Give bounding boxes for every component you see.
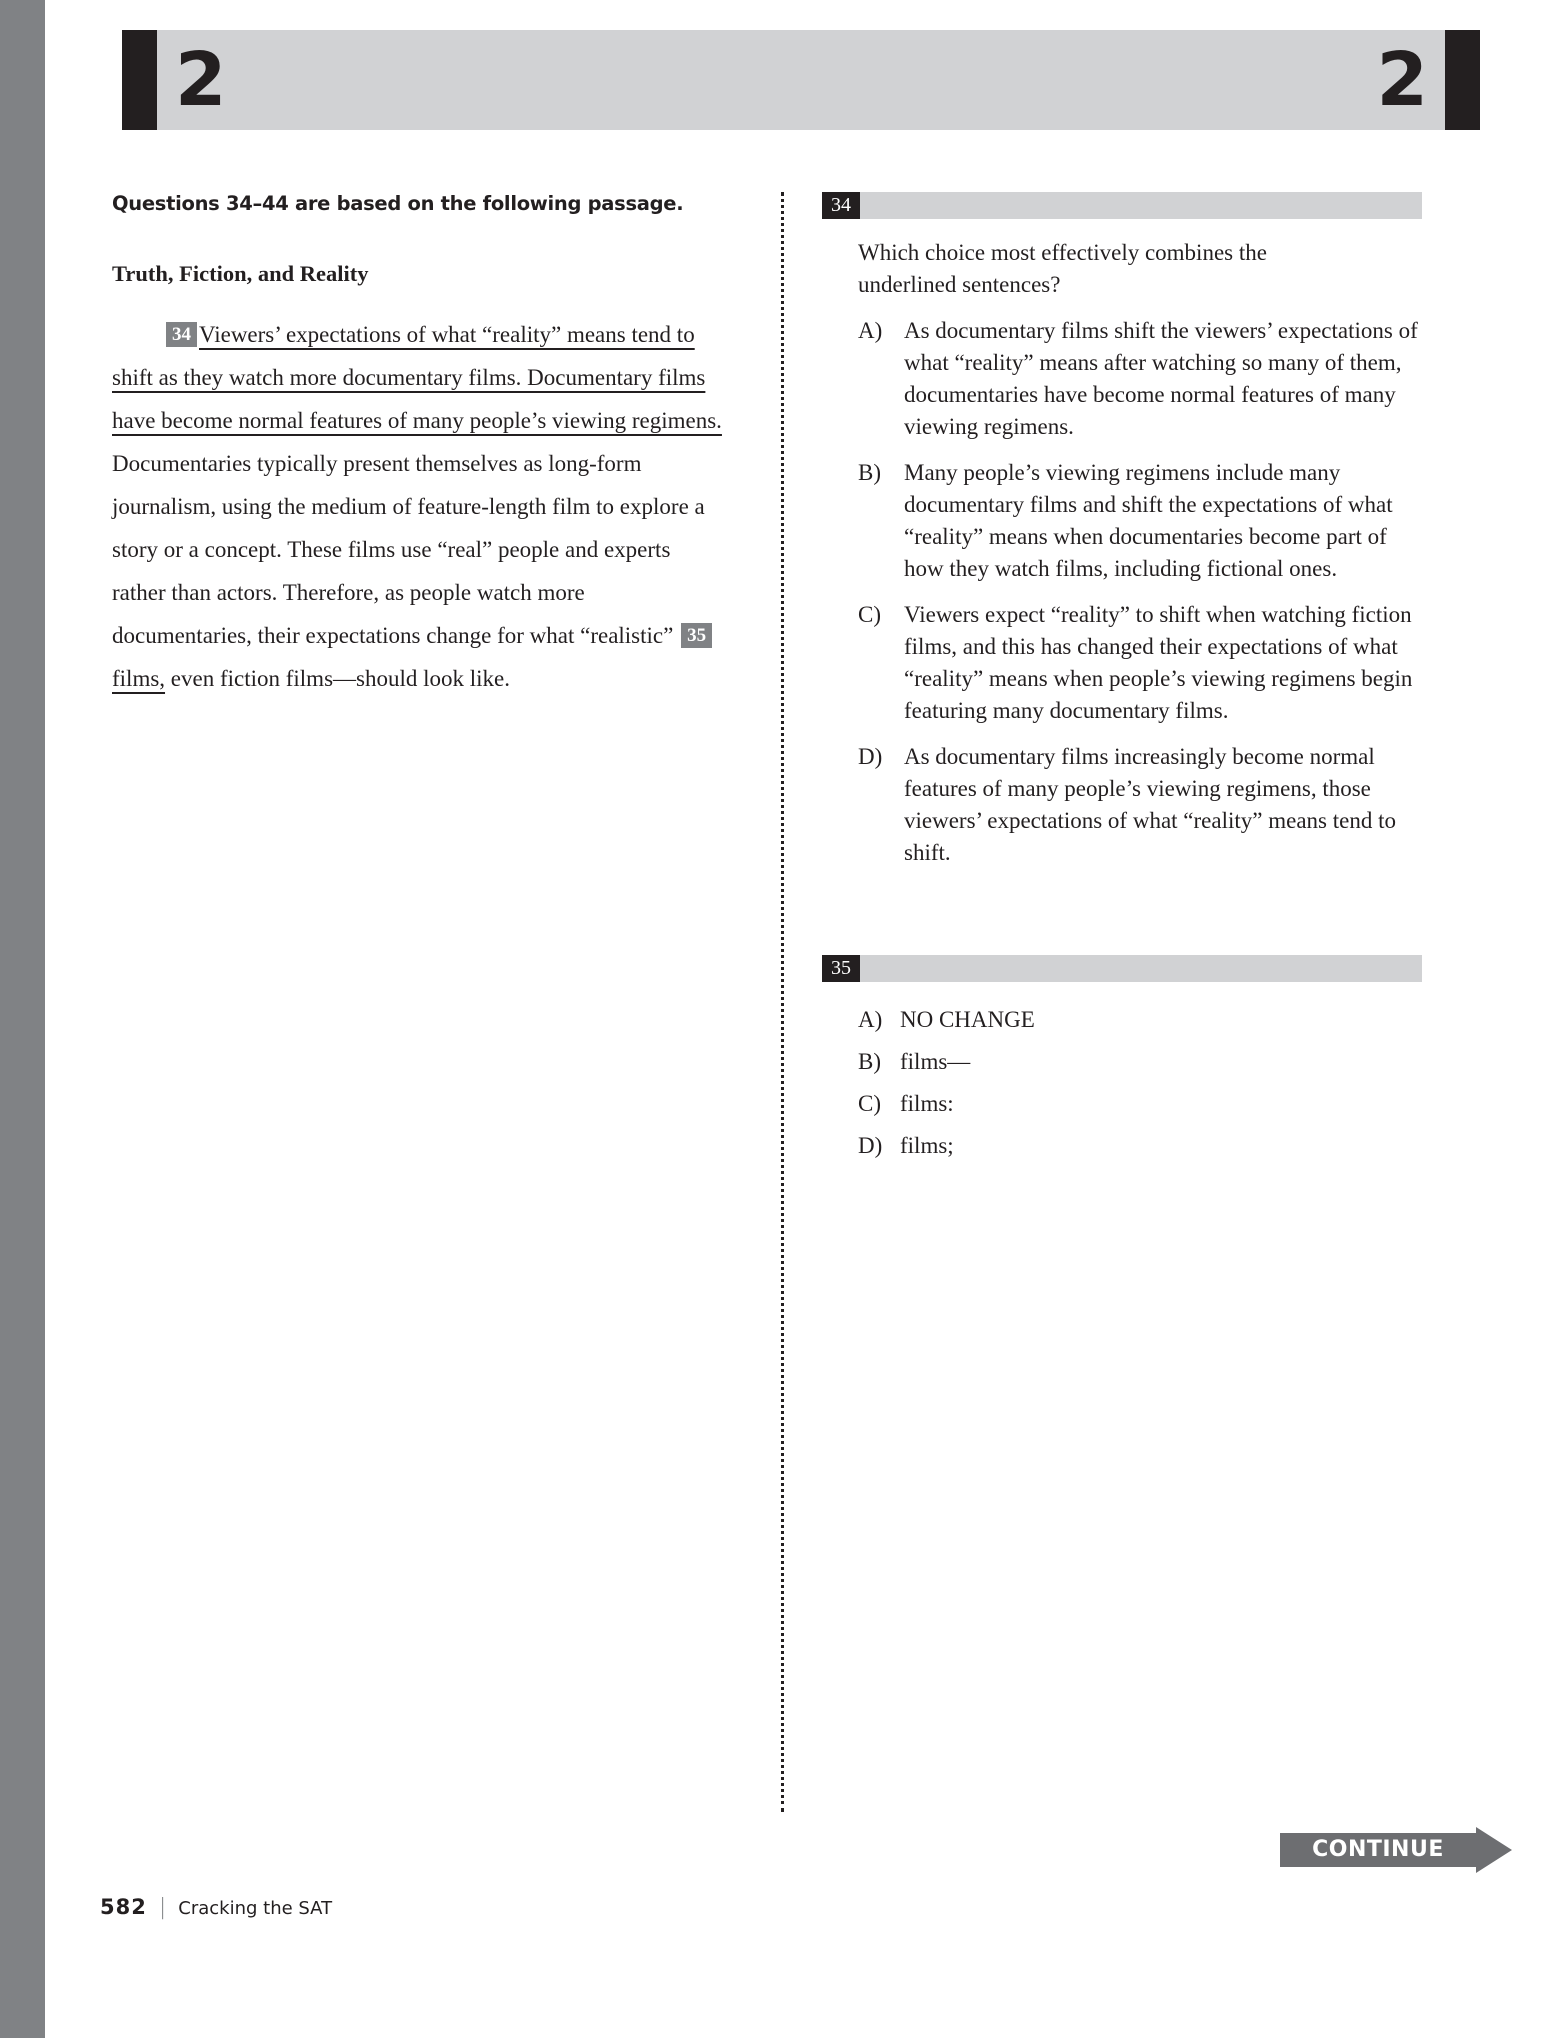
underlined-sentence-2: films, — [112, 666, 166, 691]
underlined-sentence-1: Viewers’ expectations of what “reality” means tend to shift as they watch more documentary films. Documentary films have become normal features of many people’s viewing regimens. — [112, 322, 722, 433]
choice-text: Many people’s viewing regimens include many documentary films and shift the expectations of what “reality” means when documentaries become part of how they watch films, including fictional ones. — [904, 460, 1393, 581]
choice-text: films; — [900, 1133, 954, 1158]
page-number: 582 — [100, 1895, 147, 1919]
choice-letter: B) — [858, 460, 881, 485]
continue-button[interactable] — [1280, 1827, 1512, 1873]
question-number-34: 34 — [822, 192, 860, 219]
passage-title: Truth, Fiction, and Reality — [112, 261, 369, 286]
choice-text: As documentary films shift the viewers’ expectations of what “reality” means after watching so many of them, documentaries have become normal features of many viewing regimens. — [904, 318, 1418, 439]
choice-35-c[interactable] — [858, 1088, 1422, 1120]
passage-question-marker-34[interactable]: 34 — [166, 322, 197, 347]
passage-instructions: Questions 34–44 are based on the following passage. — [112, 192, 684, 215]
question-header-bar-34 — [822, 192, 1422, 219]
section-header — [122, 30, 1480, 130]
choice-letter: C) — [858, 1091, 881, 1116]
page-footer — [100, 1895, 332, 1920]
section-number-right: 2 — [1376, 37, 1427, 123]
questions-column — [822, 192, 1422, 1172]
question-stem-34: Which choice most effectively combines the underlined sentences? — [858, 240, 1267, 297]
choice-text: films— — [900, 1049, 971, 1074]
choice-35-b[interactable] — [858, 1046, 1422, 1078]
passage-body — [112, 313, 722, 700]
question-block-34 — [822, 192, 1422, 869]
question-header-bar-35 — [822, 955, 1422, 982]
choice-letter: A) — [858, 318, 883, 343]
column-divider — [781, 192, 784, 1812]
choice-letter: A) — [858, 1007, 883, 1032]
passage-text-2: even fiction films—should look like. — [165, 666, 510, 691]
choice-34-c[interactable] — [858, 599, 1422, 727]
footer-separator: | — [158, 1895, 167, 1920]
choice-34-d[interactable] — [858, 741, 1422, 869]
header-right-bar — [1445, 30, 1480, 130]
question-35-gap — [822, 982, 1422, 1004]
choice-34-b[interactable] — [858, 457, 1422, 585]
choice-35-d[interactable] — [858, 1130, 1422, 1162]
passage-question-marker-35[interactable]: 35 — [681, 623, 712, 648]
passage-column — [112, 192, 722, 700]
choice-letter: D) — [858, 1133, 883, 1158]
header-left-bar — [122, 30, 157, 130]
choice-text: films: — [900, 1091, 954, 1116]
choice-letter: D) — [858, 744, 883, 769]
question-block-35 — [822, 955, 1422, 1162]
page-edge-strip — [0, 0, 45, 2038]
header-spacer — [244, 30, 1359, 130]
choice-text: As documentary films increasingly become normal features of many people’s viewing regimens, those viewers’ expectations of what “reality” means tend to shift. — [904, 744, 1396, 865]
question-spacer — [822, 883, 1422, 955]
section-number-left: 2 — [175, 37, 226, 123]
question-number-35: 35 — [822, 955, 860, 982]
passage-text-1: Documentaries typically present themselves as long-form journalism, using the medium of feature-length film to explore a story or a concept. These films use “real” people and experts rather than actors. Therefore, as people watch more documentaries, their expectations change for what “realistic” — [112, 451, 705, 648]
choice-text: Viewers expect “reality” to shift when watching fiction films, and this has changed their expectations of what “reality” means when people’s viewing regimens begin featuring many documentary films. — [904, 602, 1413, 723]
choice-text: NO CHANGE — [900, 1007, 1035, 1032]
continue-label: CONTINUE — [1312, 1837, 1444, 1862]
choice-letter: C) — [858, 602, 881, 627]
book-title: Cracking the SAT — [178, 1898, 333, 1919]
choice-letter: B) — [858, 1049, 881, 1074]
choice-34-a[interactable] — [858, 315, 1422, 443]
choice-35-a[interactable] — [858, 1004, 1422, 1036]
